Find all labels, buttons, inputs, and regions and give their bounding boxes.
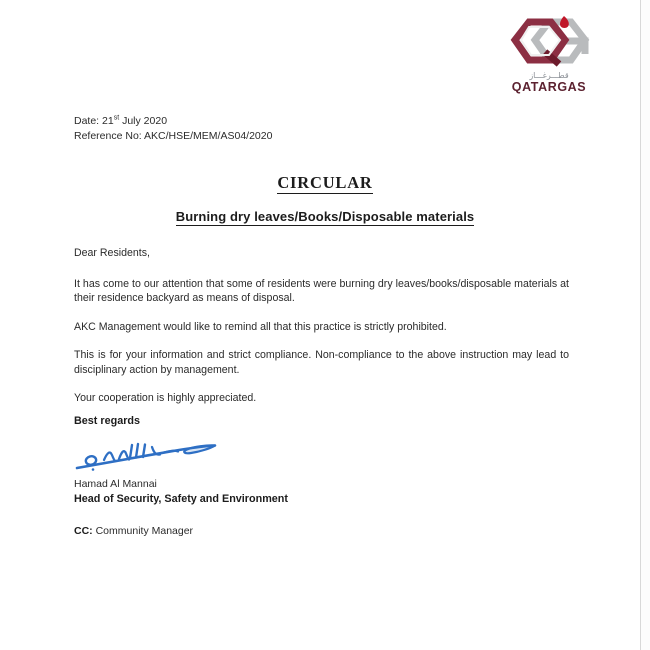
logo-wordmark: [499, 71, 599, 94]
date-line: [74, 114, 272, 129]
body-paragraph-1: It has come to our attention that some of residents were burning dry leaves/books/disposable materials at their residence backyard as means of disposal.: [74, 277, 569, 304]
signer-title: Head of Security, Safety and Environment: [74, 492, 288, 505]
date-ordinal-suffix: st: [113, 114, 120, 122]
cc-line: [74, 524, 193, 538]
page-subtitle-text: Burning dry leaves/Books/Disposable materials: [175, 209, 475, 224]
salutation: Dear Residents,: [74, 247, 150, 259]
signer-name: Hamad Al Mannai: [74, 478, 157, 490]
logo-arabic-text: قطـــرغـــاز: [529, 71, 569, 80]
document-meta: [74, 114, 272, 143]
body-paragraph-2: AKC Management would like to remind all that this practice is strictly prohibited.: [74, 320, 447, 333]
date-label: Date:: [74, 115, 100, 127]
cc-value: Community Manager: [95, 525, 194, 537]
body-paragraph-4: Your cooperation is highly appreciated.: [74, 392, 257, 404]
page-title: [0, 173, 650, 193]
body-paragraph-3: This is for your information and strict compliance. Non-compliance to the above instruction may lead to disciplinary action by management.: [74, 349, 569, 376]
qatargas-logo-icon: [505, 14, 593, 70]
document-body: [74, 246, 569, 406]
date-day: 21: [102, 115, 114, 127]
handwritten-signature-icon: [74, 435, 234, 475]
closing-line: Best regards: [74, 415, 141, 427]
cc-label: CC:: [74, 525, 93, 537]
date-month-year: July 2020: [122, 115, 168, 127]
reference-line: Reference No: AKC/HSE/MEM/AS04/2020: [74, 129, 273, 142]
signature-block: [74, 414, 474, 506]
logo-latin-text: QATARGAS: [511, 80, 587, 94]
page-right-margin: [641, 0, 650, 650]
letterhead-logo: [499, 14, 599, 92]
page-title-text: CIRCULAR: [277, 173, 373, 192]
page-subtitle: [0, 208, 650, 226]
page-right-edge-line: [640, 0, 641, 650]
